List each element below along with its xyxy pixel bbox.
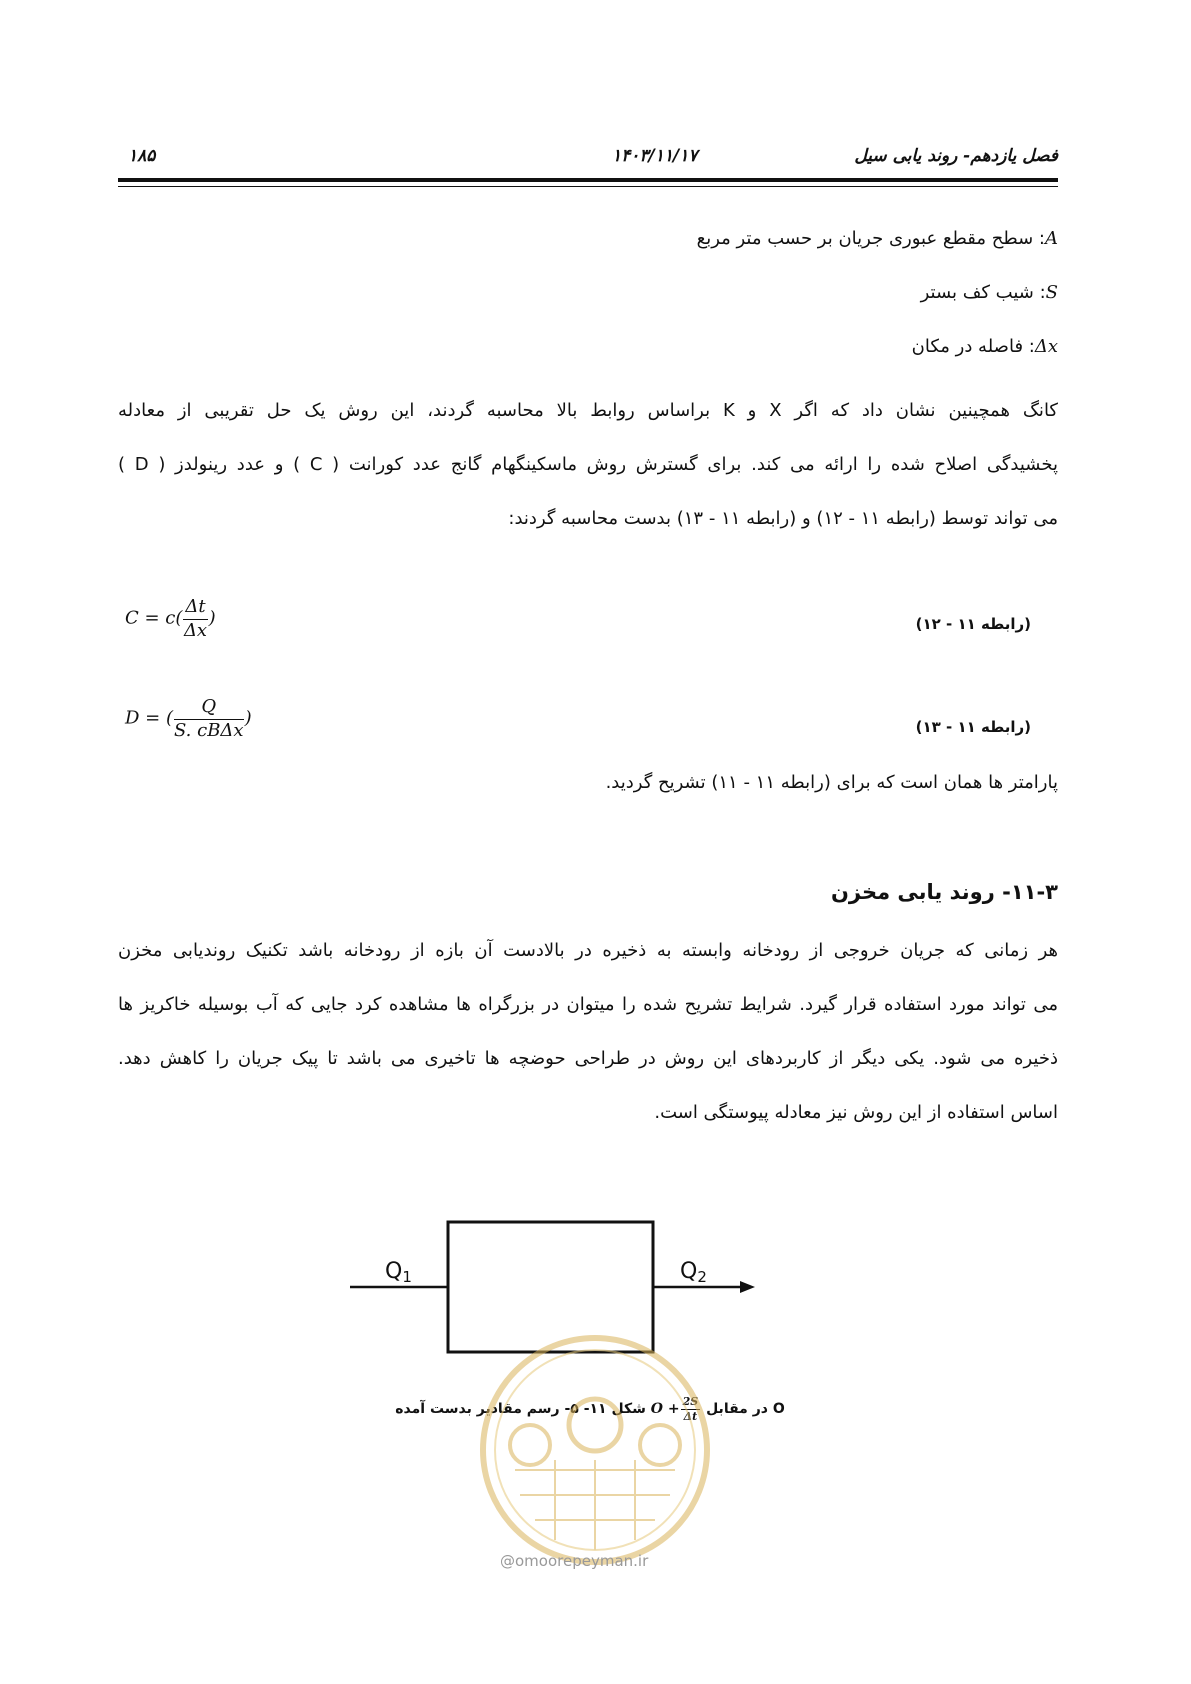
page-number: ۱۸۵ — [128, 146, 156, 166]
params-note-text: پارامتر ها همان است که برای (رابطه ۱۱ - ۱۱) تشریح گردید. — [605, 772, 1058, 793]
equation-rhs: ) — [208, 607, 216, 629]
paragraph-line: هر زمانی که جریان خروجی از رودخانه وابسته به ذخیره در بالادست آن بازه از رودخانه باشد تکنیک روندیابی مخزن — [118, 940, 1058, 961]
paragraph-line: می تواند مورد استفاده قرار گیرد. شرایط تشریح شده را میتوان در بزرگراه ها مشاهده کرد جایی که آب بوسیله خاکریز ها — [118, 994, 1058, 1015]
equation-fraction — [174, 695, 244, 742]
caption-against: در مقابل — [706, 1401, 768, 1417]
equation-13-label: (رابطه ۱۱ - ۱۳) — [915, 718, 1031, 736]
equation-lhs: C = c( — [125, 607, 183, 629]
paragraph-line: می تواند توسط (رابطه ۱۱ - ۱۲) و (رابطه ۱۱ - ۱۳) بدست محاسبه گردند: — [508, 508, 1058, 529]
definition-symbol: S — [1045, 282, 1058, 303]
outflow-arrow-head — [740, 1281, 755, 1293]
inflow-label: Q1 — [385, 1259, 412, 1286]
paragraph-line: اساس استفاده از این روش نیز معادله پیوستگی است. — [654, 1102, 1058, 1123]
chapter-title: فصل یازدهم- روند یابی سیل — [854, 146, 1058, 166]
watermark-seal — [475, 1330, 715, 1570]
page-header — [118, 146, 1058, 168]
equation-12 — [125, 595, 216, 642]
caption-text: شکل ۱۱- ۵- رسم مقادیر بدست آمده — [395, 1401, 646, 1417]
paragraph-line: پخشیدگی اصلاح شده را ارائه می کند. برای گسترش روش ماسکینگهام گانج عدد کورانت ( C ) و عدد رینولدز ( D ) — [118, 454, 1058, 475]
definition-text: : سطح مقطع عبوری جریان بر حسب متر مربع — [696, 228, 1045, 249]
equation-rhs: ) — [244, 707, 252, 729]
definition-symbol: Δx — [1034, 336, 1058, 357]
definition-text: : فاصله در مکان — [911, 336, 1035, 357]
definition-text: : شیب کف بستر — [920, 282, 1046, 303]
fraction-denominator: Δx — [183, 620, 208, 641]
equation-13 — [125, 695, 252, 742]
paragraph-line: ذخیره می شود. یکی دیگر از کاربردهای این روش در طراحی حوضچه ها تاخیری می باشد تا پیک جریان را کاهش دهد. — [118, 1048, 1058, 1069]
paragraph-line: کانگ همچینین نشان داد که اگر X و K براساس روابط بالا محاسبه گردند، این روش یک حل تقریبی از معادله — [118, 400, 1059, 421]
fraction-denominator: S. cBΔx — [173, 720, 244, 741]
header-rule-thick — [118, 178, 1058, 182]
equation-fraction — [183, 595, 207, 642]
caption-o: O — [772, 1401, 785, 1417]
equation-12-label: (رابطه ۱۱ - ۱۲) — [915, 615, 1031, 633]
header-date: ۱۴۰۳/۱۱/۱۷ — [612, 146, 698, 166]
header-rule-thin — [118, 186, 1058, 187]
watermark-url: @omoorepeyman.ir — [500, 1552, 649, 1570]
equation-lhs: D = ( — [125, 707, 173, 729]
caption-formula: O + $\frac{2S}{\Delta t}$ — [650, 1395, 699, 1423]
section-heading: ۱۱-۳- روند یابی مخزن — [830, 880, 1058, 904]
fraction-numerator: Q — [174, 695, 244, 720]
outflow-label: Q2 — [680, 1259, 707, 1286]
fraction-numerator: Δt — [183, 595, 207, 620]
definition-symbol: A — [1045, 228, 1058, 249]
